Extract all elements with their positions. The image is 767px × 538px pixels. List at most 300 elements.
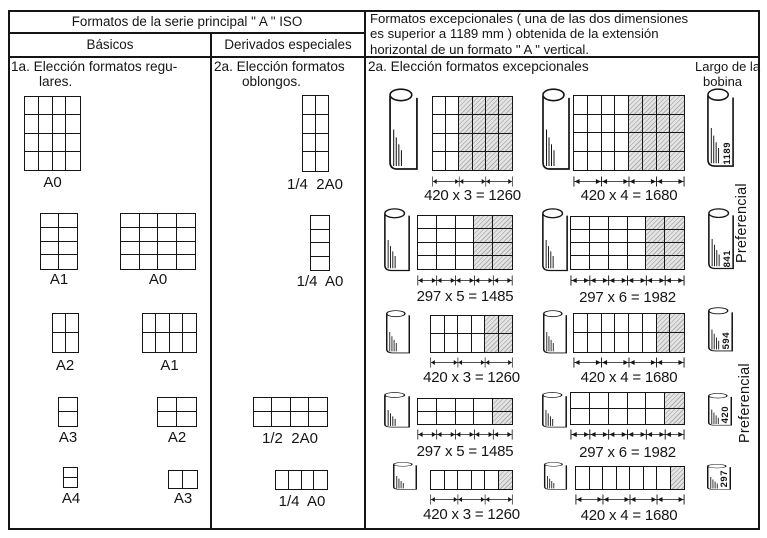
format-cell	[615, 96, 629, 115]
format-cell	[456, 412, 475, 425]
format-cell	[272, 412, 290, 426]
format-cell	[665, 256, 684, 269]
format-cell	[158, 228, 177, 242]
format-cell	[590, 393, 609, 409]
format-cell	[311, 243, 329, 257]
format-cell	[431, 334, 445, 352]
format-cell	[646, 217, 665, 230]
column-header-basicos: Básicos	[86, 37, 134, 52]
preferencial-label: Preferencial	[737, 363, 753, 443]
format-cell	[309, 398, 327, 412]
format-cell	[574, 152, 588, 171]
format-cell	[311, 257, 329, 271]
format-cell	[571, 243, 590, 256]
format-cell	[177, 398, 196, 412]
format-cell	[499, 115, 512, 133]
format-cell	[571, 393, 590, 409]
format-cell	[657, 115, 671, 134]
format-cell	[590, 230, 609, 243]
format-cell	[499, 152, 512, 170]
format-cell	[657, 133, 671, 152]
format-cell	[140, 242, 159, 256]
format-cell	[437, 243, 456, 256]
format-cell	[183, 314, 196, 333]
format-cell	[456, 229, 475, 242]
format-cell	[609, 217, 628, 230]
format-label: A2	[167, 429, 187, 446]
dimension-line	[430, 494, 513, 505]
format-cell	[499, 316, 513, 334]
format-cell	[590, 243, 609, 256]
format-grid-a1-landscape	[142, 313, 197, 353]
format-cell	[418, 229, 437, 242]
bobina-roll-icon	[706, 464, 732, 490]
format-label: A0	[148, 271, 168, 288]
format-cell	[66, 134, 80, 152]
format-cell	[644, 467, 658, 489]
dimension-label: 420 x 3 = 1260	[423, 506, 520, 523]
section-label-regulares: 1a. Elección formatos regu- lares.	[11, 59, 178, 89]
format-cell	[25, 115, 39, 133]
format-cell	[316, 152, 329, 171]
format-cell	[576, 467, 590, 489]
format-cell	[121, 255, 140, 269]
format-cell	[433, 115, 446, 133]
format-cell	[431, 471, 445, 489]
format-cell	[646, 243, 665, 256]
format-cell	[486, 134, 499, 152]
format-cell	[670, 314, 684, 333]
format-cell	[486, 115, 499, 133]
format-label: A0	[43, 174, 62, 191]
format-cell	[158, 214, 177, 228]
format-cell	[670, 133, 684, 152]
format-cell	[53, 152, 67, 170]
format-cell	[474, 412, 493, 425]
format-cell	[574, 314, 588, 333]
format-cell	[609, 393, 628, 409]
format-cell	[53, 333, 66, 352]
exceptional-grid	[570, 216, 685, 270]
format-grid-a1-portrait	[40, 213, 78, 270]
format-grid-a2-landscape	[157, 397, 197, 427]
format-cell	[628, 393, 647, 409]
dimension-label: 420 x 3 = 1260	[423, 369, 520, 386]
format-label: 1/4 2A0	[287, 176, 343, 193]
format-cell	[657, 314, 671, 333]
column-header-derivados: Derivados especiales	[224, 37, 352, 52]
format-cell	[121, 242, 140, 256]
format-cell	[170, 314, 183, 333]
format-cell	[628, 256, 647, 269]
format-cell	[158, 412, 177, 426]
bobina-length-label: 841	[722, 249, 733, 267]
format-cell	[66, 333, 79, 352]
format-cell	[602, 115, 616, 134]
format-cell	[446, 134, 459, 152]
format-cell	[437, 412, 456, 425]
format-cell	[291, 398, 309, 412]
format-cell	[571, 256, 590, 269]
format-cell	[59, 255, 77, 269]
dimension-line	[570, 429, 685, 440]
format-cell	[628, 409, 647, 425]
format-cell	[456, 216, 475, 229]
format-cell	[499, 471, 513, 489]
format-cell	[316, 115, 329, 134]
format-grid-a3-portrait	[58, 397, 78, 427]
format-cell	[665, 393, 684, 409]
format-cell	[588, 115, 602, 134]
format-cell	[643, 333, 657, 352]
paper-roll-icon	[392, 462, 418, 490]
format-cell	[643, 133, 657, 152]
format-grid-quarter-2a0	[302, 95, 329, 172]
format-cell	[473, 115, 486, 133]
preferencial-label: Preferencial	[734, 183, 750, 263]
format-cell	[418, 243, 437, 256]
format-cell	[588, 152, 602, 171]
format-cell	[433, 134, 446, 152]
format-cell	[309, 412, 327, 426]
format-cell	[628, 243, 647, 256]
paper-roll-icon	[542, 310, 568, 354]
bobina-roll-icon	[706, 88, 735, 168]
format-grid-half-2a0	[253, 397, 328, 427]
format-cell	[629, 133, 643, 152]
format-cell	[485, 316, 499, 334]
format-cell	[590, 256, 609, 269]
format-cell	[590, 217, 609, 230]
format-cell	[66, 97, 80, 115]
exceptional-grid	[573, 95, 685, 171]
paper-roll-icon	[541, 208, 569, 272]
dimension-label: 420 x 4 = 1680	[580, 187, 678, 204]
format-cell	[670, 96, 684, 115]
format-grid-a0-landscape	[120, 213, 196, 270]
format-cell	[140, 214, 159, 228]
format-cell	[629, 96, 643, 115]
format-cell	[472, 471, 486, 489]
format-cell	[143, 314, 156, 333]
format-cell	[474, 243, 493, 256]
exceptional-grid	[573, 313, 685, 353]
bobina-roll-icon	[707, 208, 735, 270]
format-cell	[445, 471, 459, 489]
bobina-length-label: 1189	[722, 142, 733, 165]
left-title: Formatos de la serie principal " A " ISO	[71, 14, 303, 29]
format-cell	[670, 333, 684, 352]
format-cell	[41, 255, 59, 269]
format-cell	[64, 468, 77, 478]
format-cell	[574, 115, 588, 134]
format-cell	[643, 314, 657, 333]
exceptional-grid	[432, 96, 513, 171]
format-cell	[473, 134, 486, 152]
format-cell	[657, 152, 671, 171]
format-label: A3	[173, 490, 193, 507]
exceptional-grid	[570, 392, 685, 425]
format-cell	[458, 334, 472, 352]
format-cell	[472, 334, 486, 352]
format-cell	[473, 152, 486, 170]
format-cell	[169, 471, 183, 488]
format-cell	[302, 471, 315, 489]
format-cell	[602, 314, 616, 333]
format-cell	[643, 96, 657, 115]
dimension-label: 297 x 6 = 1982	[579, 444, 676, 461]
format-cell	[499, 97, 512, 115]
dimension-line	[573, 176, 685, 187]
format-cell	[590, 467, 604, 489]
format-cell	[456, 256, 475, 269]
format-cell	[485, 334, 499, 352]
format-cell	[64, 478, 77, 488]
format-cell	[646, 230, 665, 243]
format-cell	[499, 134, 512, 152]
format-cell	[629, 152, 643, 171]
format-cell	[628, 217, 647, 230]
divider-vertical-derivados-excepcionales	[364, 10, 366, 530]
format-cell	[629, 314, 643, 333]
format-cell	[630, 467, 644, 489]
format-cell	[303, 115, 316, 134]
format-cell	[39, 115, 53, 133]
divider-vertical-basicos-derivados	[210, 32, 212, 530]
format-cell	[665, 409, 684, 425]
format-cell	[446, 152, 459, 170]
format-cell	[456, 399, 475, 412]
format-cell	[445, 334, 459, 352]
format-cell	[643, 115, 657, 134]
right-title-line: Formatos excepcionales ( una de las dos dimensiones	[370, 11, 689, 26]
format-cell	[588, 333, 602, 352]
format-cell	[418, 399, 437, 412]
exceptional-grid	[430, 470, 513, 490]
format-cell	[156, 333, 169, 352]
format-cell	[615, 333, 629, 352]
format-cell	[571, 409, 590, 425]
format-cell	[602, 96, 616, 115]
format-cell	[459, 134, 472, 152]
bobina-roll-icon	[707, 393, 733, 426]
dimension-line	[575, 494, 685, 505]
format-cell	[437, 399, 456, 412]
format-cell	[665, 217, 684, 230]
format-cell	[53, 134, 67, 152]
format-cell	[445, 316, 459, 334]
divider-horizontal-left-title	[8, 32, 366, 34]
format-cell	[574, 333, 588, 352]
format-cell	[66, 152, 80, 170]
dimension-line	[432, 176, 513, 187]
paper-roll-icon	[543, 462, 568, 490]
format-cell	[289, 471, 302, 489]
format-cell	[474, 229, 493, 242]
format-cell	[437, 256, 456, 269]
format-label: 1/4 A0	[296, 273, 344, 290]
bobina-length-label: 594	[721, 331, 732, 349]
format-grid-quarter-a0	[310, 215, 330, 271]
format-cell	[183, 333, 196, 352]
format-cell	[59, 398, 77, 412]
format-cell	[53, 314, 66, 333]
format-cell	[617, 467, 631, 489]
format-cell	[158, 255, 177, 269]
format-cell	[41, 214, 59, 228]
exceptional-grid	[430, 315, 513, 353]
format-cell	[39, 134, 53, 152]
format-cell	[59, 412, 77, 426]
format-cell	[602, 133, 616, 152]
format-cell	[121, 228, 140, 242]
format-cell	[183, 471, 197, 488]
format-label: A1	[160, 357, 179, 374]
format-grid-a0-portrait	[24, 96, 81, 171]
format-cell	[665, 243, 684, 256]
format-cell	[609, 256, 628, 269]
format-cell	[254, 398, 272, 412]
format-cell	[493, 399, 512, 412]
format-cell	[493, 216, 512, 229]
format-cell	[474, 216, 493, 229]
exceptional-grid	[417, 215, 513, 270]
paper-roll-icon	[541, 88, 571, 171]
format-cell	[459, 115, 472, 133]
format-cell	[615, 133, 629, 152]
dimension-label: 297 x 5 = 1485	[416, 443, 514, 460]
format-cell	[493, 243, 512, 256]
format-cell	[66, 115, 80, 133]
paper-roll-icon	[541, 392, 568, 428]
format-cell	[156, 314, 169, 333]
right-title	[370, 11, 758, 57]
format-cell	[657, 96, 671, 115]
format-cell	[314, 471, 327, 489]
format-cell	[41, 228, 59, 242]
format-cell	[316, 134, 329, 153]
format-cell	[431, 316, 445, 334]
dimension-line	[417, 275, 513, 286]
format-cell	[486, 97, 499, 115]
format-label: 1/2 2A0	[262, 430, 318, 447]
format-cell	[121, 214, 140, 228]
format-label: A4	[61, 490, 81, 507]
format-cell	[670, 152, 684, 171]
format-cell	[609, 409, 628, 425]
format-cell	[39, 97, 53, 115]
format-grid-quarter-a0-landscape	[275, 470, 328, 490]
format-cell	[629, 333, 643, 352]
format-cell	[272, 398, 290, 412]
format-cell	[39, 152, 53, 170]
paper-roll-icon	[383, 208, 411, 272]
dimension-label: 420 x 3 = 1260	[424, 187, 521, 204]
format-label: A3	[58, 429, 78, 446]
format-cell	[590, 409, 609, 425]
format-cell	[437, 216, 456, 229]
format-cell	[473, 97, 486, 115]
format-cell	[499, 334, 513, 352]
format-cell	[53, 115, 67, 133]
dimension-label: 420 x 4 = 1680	[580, 507, 678, 524]
format-cell	[629, 115, 643, 134]
format-cell	[670, 115, 684, 134]
format-cell	[602, 152, 616, 171]
bobina-length-label: 420	[720, 405, 731, 423]
format-cell	[609, 243, 628, 256]
format-cell	[646, 409, 665, 425]
format-cell	[603, 467, 617, 489]
format-cell	[588, 133, 602, 152]
format-cell	[433, 97, 446, 115]
format-cell	[59, 214, 77, 228]
format-cell	[311, 230, 329, 244]
format-cell	[571, 230, 590, 243]
format-cell	[571, 217, 590, 230]
section-label-excepcionales: 2a. Elección formatos excepcionales	[368, 59, 589, 74]
format-label: 1/4 A0	[278, 493, 326, 510]
format-cell	[276, 471, 289, 489]
format-cell	[418, 412, 437, 425]
format-cell	[609, 230, 628, 243]
format-cell	[628, 230, 647, 243]
dimension-line	[430, 357, 513, 368]
format-cell	[25, 134, 39, 152]
format-cell	[665, 230, 684, 243]
format-cell	[671, 467, 685, 489]
format-cell	[170, 333, 183, 352]
format-cell	[602, 333, 616, 352]
format-cell	[446, 115, 459, 133]
format-cell	[303, 134, 316, 153]
format-cell	[459, 97, 472, 115]
paper-roll-icon	[388, 88, 419, 171]
format-cell	[418, 216, 437, 229]
format-cell	[25, 97, 39, 115]
format-cell	[615, 152, 629, 171]
dimension-label: 297 x 6 = 1982	[579, 289, 676, 306]
format-cell	[140, 255, 159, 269]
format-cell	[59, 242, 77, 256]
format-cell	[474, 256, 493, 269]
section-label-oblongos: 2a. Elección formatos oblongos.	[214, 59, 345, 89]
format-cell	[41, 242, 59, 256]
format-grid-a2-portrait	[52, 313, 79, 353]
format-label: A2	[55, 357, 75, 374]
format-cell	[615, 115, 629, 134]
format-cell	[143, 333, 156, 352]
format-cell	[303, 96, 316, 115]
dimension-line	[573, 357, 685, 368]
dimension-label: 420 x 4 = 1680	[580, 369, 678, 386]
format-cell	[493, 256, 512, 269]
format-cell	[53, 97, 67, 115]
format-cell	[158, 242, 177, 256]
format-cell	[177, 255, 196, 269]
dimension-line	[417, 429, 513, 440]
format-cell	[303, 152, 316, 171]
format-cell	[615, 314, 629, 333]
format-cell	[177, 412, 196, 426]
dimension-line	[570, 275, 685, 286]
section-label-largo-bobina: Largo de la bobina	[695, 59, 761, 89]
format-cell	[254, 412, 272, 426]
format-cell	[657, 467, 671, 489]
dimension-label: 297 x 5 = 1485	[416, 288, 514, 305]
format-cell	[643, 152, 657, 171]
paper-roll-icon	[385, 310, 411, 354]
